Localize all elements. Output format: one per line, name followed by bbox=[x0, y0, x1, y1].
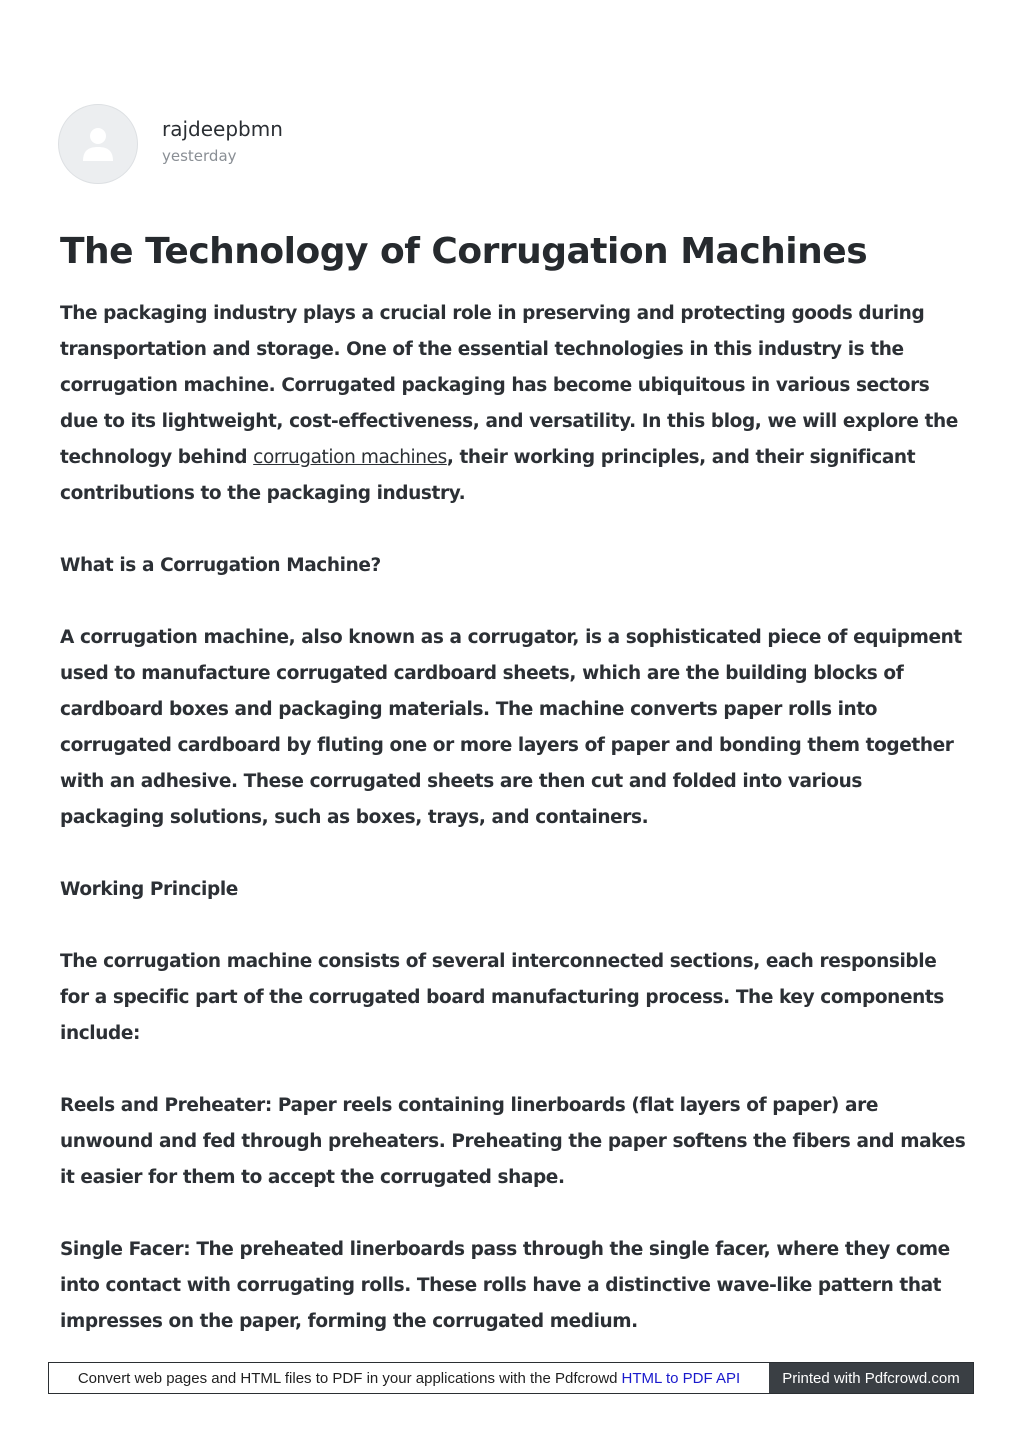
footer-left bbox=[49, 1363, 769, 1393]
author-meta bbox=[162, 115, 283, 167]
author-block bbox=[58, 104, 283, 184]
user-placeholder-icon bbox=[83, 127, 113, 161]
intro-text-before-link: The packaging industry plays a crucial role in preserving and protecting goods during transportation and storage. One of the essential technologies in this industry is the corrugation machine. Corrugated packaging has become ubiquitous in various sectors due to its lightweight, cost-effectiveness, and versatility. In this blog, we will explore the technology behind bbox=[60, 303, 958, 468]
paragraph-working: The corrugation machine consists of several interconnected sections, each responsible for a specific part of the corrugated board manufacturing process. The key components include: bbox=[60, 951, 944, 1044]
intro-paragraph bbox=[60, 296, 970, 512]
corrugation-machines-link[interactable]: corrugation machines bbox=[253, 447, 447, 468]
section-heading-working: Working Principle bbox=[60, 879, 238, 900]
paragraph-what: A corrugation machine, also known as a corrugator, is a sophisticated piece of equipment used to manufacture corrugated cardboard sheets, which are the building blocks of cardboard boxes and packaging materials. The machine converts paper rolls into corrugated cardboard by fluting one or more layers of paper and bonding them together with an adhesive. These corrugated sheets are then cut and folded into various packaging solutions, such as boxes, trays, and containers. bbox=[60, 627, 962, 828]
author-name[interactable]: rajdeepbmn bbox=[162, 117, 283, 141]
paragraph-single-facer: Single Facer: The preheated linerboards pass through the single facer, where they come into contact with corrugating rolls. These rolls have a distinctive wave-like pattern that impresses on the paper, forming the corrugated medium. bbox=[60, 1239, 950, 1332]
html-to-pdf-api-link[interactable]: HTML to PDF API bbox=[621, 1369, 741, 1387]
section-heading-what: What is a Corrugation Machine? bbox=[60, 555, 381, 576]
footer-text: Convert web pages and HTML files to PDF in your applications with the Pdfcrowd bbox=[77, 1369, 618, 1387]
post-date: yesterday bbox=[162, 147, 237, 165]
intro-text-after-link: , their working principles, and their significant contributions to the packaging industry. bbox=[60, 447, 916, 504]
pdfcrowd-footer bbox=[48, 1362, 974, 1394]
printed-with-pdfcrowd[interactable]: Printed with Pdfcrowd.com bbox=[769, 1363, 973, 1393]
article-body bbox=[60, 296, 970, 1376]
article-title: The Technology of Corrugation Machines bbox=[60, 231, 868, 272]
avatar[interactable] bbox=[58, 104, 138, 184]
paragraph-reels: Reels and Preheater: Paper reels containing linerboards (flat layers of paper) are unwound and fed through preheaters. Preheating the paper softens the fibers and makes it easier for them to accept the corrugated shape. bbox=[60, 1095, 966, 1188]
